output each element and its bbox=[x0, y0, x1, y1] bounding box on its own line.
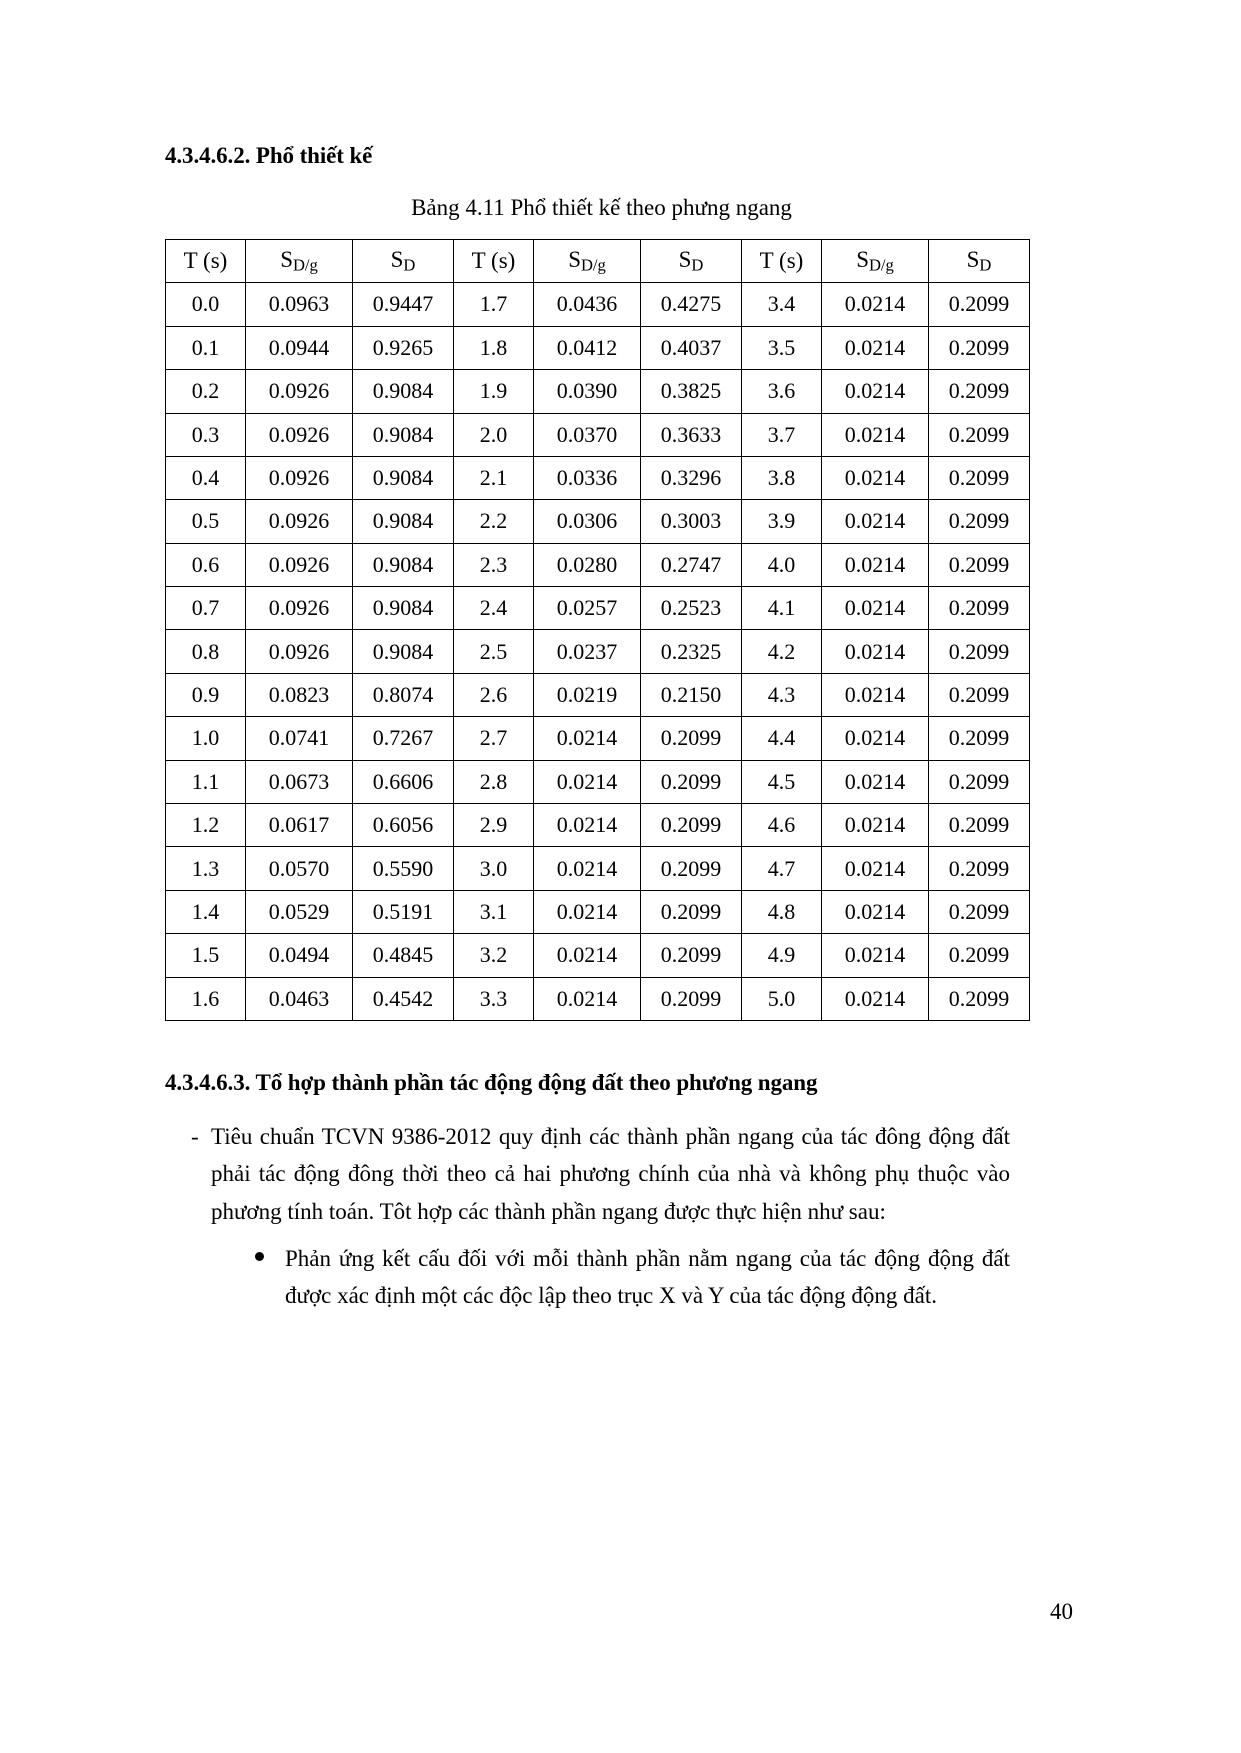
cell-t-2: 3.0 bbox=[454, 847, 534, 890]
cell-sd-2: 0.2099 bbox=[641, 847, 742, 890]
cell-sdg-2: 0.0214 bbox=[534, 760, 641, 803]
cell-sdg-2: 0.0336 bbox=[534, 456, 641, 499]
cell-t-1: 0.1 bbox=[166, 326, 246, 369]
cell-t-1: 0.5 bbox=[166, 500, 246, 543]
cell-t-3: 4.7 bbox=[742, 847, 822, 890]
cell-t-1: 0.0 bbox=[166, 283, 246, 326]
table-body bbox=[166, 283, 1030, 1021]
cell-sdg-1: 0.0741 bbox=[246, 717, 353, 760]
cell-sdg-3: 0.0214 bbox=[822, 630, 929, 673]
cell-t-1: 0.3 bbox=[166, 413, 246, 456]
cell-t-3: 4.3 bbox=[742, 673, 822, 716]
cell-t-2: 2.7 bbox=[454, 717, 534, 760]
table-row bbox=[166, 370, 1030, 413]
cell-sd-3: 0.2099 bbox=[929, 804, 1030, 847]
cell-sd-3: 0.2099 bbox=[929, 456, 1030, 499]
cell-sd-1: 0.7267 bbox=[353, 717, 454, 760]
cell-sdg-1: 0.0823 bbox=[246, 673, 353, 716]
cell-t-3: 4.4 bbox=[742, 717, 822, 760]
section-heading-4-3-4-6-3: 4.3.4.6.3. Tổ hợp thành phần tác động động đất theo phương ngang bbox=[165, 1069, 818, 1095]
cell-t-1: 1.3 bbox=[166, 847, 246, 890]
cell-sd-3: 0.2099 bbox=[929, 847, 1030, 890]
cell-sd-3: 0.2099 bbox=[929, 500, 1030, 543]
cell-sdg-3: 0.0214 bbox=[822, 543, 929, 586]
table-header bbox=[166, 239, 1030, 282]
cell-t-2: 2.3 bbox=[454, 543, 534, 586]
cell-sd-3: 0.2099 bbox=[929, 283, 1030, 326]
table-row bbox=[166, 804, 1030, 847]
table-row bbox=[166, 413, 1030, 456]
cell-sdg-2: 0.0280 bbox=[534, 543, 641, 586]
cell-sd-2: 0.2099 bbox=[641, 717, 742, 760]
cell-sdg-3: 0.0214 bbox=[822, 587, 929, 630]
table-row bbox=[166, 500, 1030, 543]
cell-t-2: 3.1 bbox=[454, 890, 534, 933]
cell-t-1: 0.4 bbox=[166, 456, 246, 499]
cell-sdg-3: 0.0214 bbox=[822, 977, 929, 1020]
cell-sdg-2: 0.0214 bbox=[534, 717, 641, 760]
table-row bbox=[166, 760, 1030, 803]
table-row bbox=[166, 587, 1030, 630]
cell-t-3: 4.6 bbox=[742, 804, 822, 847]
cell-t-1: 1.4 bbox=[166, 890, 246, 933]
cell-sdg-3: 0.0214 bbox=[822, 717, 929, 760]
cell-sd-1: 0.9084 bbox=[353, 370, 454, 413]
cell-sd-1: 0.9084 bbox=[353, 413, 454, 456]
cell-sd-1: 0.6056 bbox=[353, 804, 454, 847]
cell-t-3: 5.0 bbox=[742, 977, 822, 1020]
col-header-sd-1: $S_D$ bbox=[353, 239, 454, 282]
table-row bbox=[166, 673, 1030, 716]
cell-sd-3: 0.2099 bbox=[929, 934, 1030, 977]
cell-sd-1: 0.4845 bbox=[353, 934, 454, 977]
cell-t-2: 3.2 bbox=[454, 934, 534, 977]
cell-sd-2: 0.3825 bbox=[641, 370, 742, 413]
bullet-paragraph-text: Phản ứng kết cấu đối với mỗi thành phần nằm ngang của tác động động đất được xác định một các độc lập theo trục X và Y của tác động động đất. bbox=[285, 1245, 1010, 1309]
table-row bbox=[166, 977, 1030, 1020]
cell-sdg-1: 0.0944 bbox=[246, 326, 353, 369]
cell-sdg-2: 0.0214 bbox=[534, 890, 641, 933]
cell-sd-2: 0.2325 bbox=[641, 630, 742, 673]
cell-t-3: 3.9 bbox=[742, 500, 822, 543]
cell-sdg-2: 0.0237 bbox=[534, 630, 641, 673]
cell-t-3: 4.9 bbox=[742, 934, 822, 977]
cell-sdg-1: 0.0926 bbox=[246, 370, 353, 413]
cell-sdg-1: 0.0926 bbox=[246, 500, 353, 543]
cell-sdg-3: 0.0214 bbox=[822, 456, 929, 499]
cell-t-3: 3.8 bbox=[742, 456, 822, 499]
cell-t-2: 3.3 bbox=[454, 977, 534, 1020]
cell-t-1: 1.6 bbox=[166, 977, 246, 1020]
cell-sd-2: 0.4275 bbox=[641, 283, 742, 326]
cell-sdg-1: 0.0463 bbox=[246, 977, 353, 1020]
section-2-block bbox=[165, 1067, 1010, 1314]
table-row bbox=[166, 630, 1030, 673]
table-row bbox=[166, 283, 1030, 326]
cell-sd-1: 0.9265 bbox=[353, 326, 454, 369]
cell-sd-1: 0.4542 bbox=[353, 977, 454, 1020]
table-row bbox=[166, 934, 1030, 977]
cell-t-2: 2.8 bbox=[454, 760, 534, 803]
bullet-dot-icon bbox=[255, 1252, 264, 1261]
page-content bbox=[165, 140, 1010, 1314]
cell-sd-2: 0.4037 bbox=[641, 326, 742, 369]
cell-sdg-3: 0.0214 bbox=[822, 413, 929, 456]
cell-sdg-2: 0.0306 bbox=[534, 500, 641, 543]
cell-t-1: 1.5 bbox=[166, 934, 246, 977]
table-caption: Bảng 4.11 Phổ thiết kế theo phưng ngang bbox=[411, 195, 792, 221]
cell-sd-2: 0.2099 bbox=[641, 760, 742, 803]
col-header-t-1: T (s) bbox=[166, 239, 246, 282]
cell-t-2: 2.0 bbox=[454, 413, 534, 456]
cell-sdg-2: 0.0257 bbox=[534, 587, 641, 630]
cell-sdg-3: 0.0214 bbox=[822, 847, 929, 890]
table-row bbox=[166, 890, 1030, 933]
cell-t-3: 4.5 bbox=[742, 760, 822, 803]
col-header-sdg-1: $S_{D/g}$ bbox=[246, 239, 353, 282]
design-spectrum-table bbox=[165, 239, 1030, 1021]
cell-t-2: 1.7 bbox=[454, 283, 534, 326]
cell-sdg-3: 0.0214 bbox=[822, 673, 929, 716]
cell-sd-1: 0.9084 bbox=[353, 543, 454, 586]
section-heading-4-3-4-6-2: 4.3.4.6.2. Phổ thiết kế bbox=[165, 143, 373, 168]
table-row bbox=[166, 847, 1030, 890]
cell-sdg-2: 0.0412 bbox=[534, 326, 641, 369]
col-header-t-3: T (s) bbox=[742, 239, 822, 282]
cell-sd-2: 0.2523 bbox=[641, 587, 742, 630]
cell-t-2: 2.1 bbox=[454, 456, 534, 499]
cell-sdg-2: 0.0219 bbox=[534, 673, 641, 716]
table-row bbox=[166, 717, 1030, 760]
dash-marker: - bbox=[191, 1124, 199, 1150]
cell-sd-3: 0.2099 bbox=[929, 673, 1030, 716]
cell-sd-3: 0.2099 bbox=[929, 370, 1030, 413]
cell-t-2: 2.5 bbox=[454, 630, 534, 673]
cell-t-1: 0.2 bbox=[166, 370, 246, 413]
cell-t-1: 1.2 bbox=[166, 804, 246, 847]
cell-sdg-1: 0.0617 bbox=[246, 804, 353, 847]
cell-sdg-2: 0.0214 bbox=[534, 847, 641, 890]
cell-sd-3: 0.2099 bbox=[929, 413, 1030, 456]
cell-sd-3: 0.2099 bbox=[929, 717, 1030, 760]
cell-t-2: 2.4 bbox=[454, 587, 534, 630]
cell-t-1: 0.8 bbox=[166, 630, 246, 673]
col-header-sd-2: $S_D$ bbox=[641, 239, 742, 282]
bullet-list-item bbox=[165, 1240, 1010, 1315]
cell-sdg-2: 0.0370 bbox=[534, 413, 641, 456]
cell-t-1: 1.1 bbox=[166, 760, 246, 803]
cell-sdg-2: 0.0436 bbox=[534, 283, 641, 326]
col-header-t-2: T (s) bbox=[454, 239, 534, 282]
cell-t-2: 1.8 bbox=[454, 326, 534, 369]
cell-sdg-1: 0.0963 bbox=[246, 283, 353, 326]
cell-sd-2: 0.2747 bbox=[641, 543, 742, 586]
cell-sdg-2: 0.0214 bbox=[534, 934, 641, 977]
col-header-sdg-2: $S_{D/g}$ bbox=[534, 239, 641, 282]
table-row bbox=[166, 326, 1030, 369]
cell-t-3: 4.8 bbox=[742, 890, 822, 933]
cell-sdg-3: 0.0214 bbox=[822, 500, 929, 543]
cell-sd-1: 0.9447 bbox=[353, 283, 454, 326]
cell-t-3: 3.5 bbox=[742, 326, 822, 369]
cell-sd-2: 0.3003 bbox=[641, 500, 742, 543]
cell-t-1: 0.9 bbox=[166, 673, 246, 716]
cell-sdg-1: 0.0926 bbox=[246, 587, 353, 630]
cell-sd-1: 0.9084 bbox=[353, 630, 454, 673]
cell-t-3: 4.0 bbox=[742, 543, 822, 586]
bullet-marker bbox=[255, 1240, 285, 1315]
table-row bbox=[166, 543, 1030, 586]
cell-sdg-3: 0.0214 bbox=[822, 934, 929, 977]
col-header-sd-3: $S_D$ bbox=[929, 239, 1030, 282]
dash-list-item bbox=[165, 1118, 1010, 1230]
cell-t-1: 0.7 bbox=[166, 587, 246, 630]
cell-t-3: 4.2 bbox=[742, 630, 822, 673]
cell-t-2: 1.9 bbox=[454, 370, 534, 413]
cell-sdg-3: 0.0214 bbox=[822, 760, 929, 803]
col-header-sdg-3: $S_{D/g}$ bbox=[822, 239, 929, 282]
cell-sd-3: 0.2099 bbox=[929, 890, 1030, 933]
cell-t-2: 2.9 bbox=[454, 804, 534, 847]
cell-t-2: 2.2 bbox=[454, 500, 534, 543]
cell-sdg-2: 0.0390 bbox=[534, 370, 641, 413]
cell-sd-1: 0.5590 bbox=[353, 847, 454, 890]
cell-sdg-3: 0.0214 bbox=[822, 804, 929, 847]
cell-sdg-2: 0.0214 bbox=[534, 977, 641, 1020]
cell-t-3: 3.7 bbox=[742, 413, 822, 456]
cell-sd-1: 0.8074 bbox=[353, 673, 454, 716]
cell-sd-3: 0.2099 bbox=[929, 760, 1030, 803]
cell-sd-3: 0.2099 bbox=[929, 587, 1030, 630]
cell-sd-2: 0.2099 bbox=[641, 977, 742, 1020]
cell-sd-2: 0.3296 bbox=[641, 456, 742, 499]
cell-sdg-3: 0.0214 bbox=[822, 283, 929, 326]
table-row bbox=[166, 456, 1030, 499]
cell-t-1: 0.6 bbox=[166, 543, 246, 586]
cell-sd-1: 0.5191 bbox=[353, 890, 454, 933]
cell-sd-1: 0.9084 bbox=[353, 587, 454, 630]
cell-t-2: 2.6 bbox=[454, 673, 534, 716]
cell-sdg-1: 0.0494 bbox=[246, 934, 353, 977]
cell-sdg-1: 0.0926 bbox=[246, 630, 353, 673]
cell-sdg-1: 0.0529 bbox=[246, 890, 353, 933]
cell-sd-2: 0.2150 bbox=[641, 673, 742, 716]
cell-sd-2: 0.3633 bbox=[641, 413, 742, 456]
cell-sdg-1: 0.0926 bbox=[246, 413, 353, 456]
cell-sd-2: 0.2099 bbox=[641, 934, 742, 977]
cell-sdg-1: 0.0926 bbox=[246, 543, 353, 586]
cell-sd-2: 0.2099 bbox=[641, 890, 742, 933]
cell-t-1: 1.0 bbox=[166, 717, 246, 760]
table-header-row bbox=[166, 239, 1030, 282]
cell-sd-3: 0.2099 bbox=[929, 543, 1030, 586]
cell-sd-1: 0.9084 bbox=[353, 456, 454, 499]
cell-sdg-3: 0.0214 bbox=[822, 326, 929, 369]
dash-paragraph-text: Tiêu chuẩn TCVN 9386-2012 quy định các thành phần ngang của tác đông động đất phải tác động đông thời theo cả hai phương chính của nhà và không phụ thuộc vào phương tính toán. Tôt hợp các thành phần ngang được thực hiện như sau: bbox=[211, 1124, 1010, 1224]
cell-sdg-3: 0.0214 bbox=[822, 890, 929, 933]
cell-sdg-3: 0.0214 bbox=[822, 370, 929, 413]
cell-t-3: 3.4 bbox=[742, 283, 822, 326]
cell-sd-1: 0.6606 bbox=[353, 760, 454, 803]
cell-sd-3: 0.2099 bbox=[929, 630, 1030, 673]
cell-t-3: 4.1 bbox=[742, 587, 822, 630]
cell-t-3: 3.6 bbox=[742, 370, 822, 413]
cell-sdg-2: 0.0214 bbox=[534, 804, 641, 847]
page-number: 40 bbox=[1050, 1599, 1073, 1624]
cell-sdg-1: 0.0673 bbox=[246, 760, 353, 803]
cell-sd-3: 0.2099 bbox=[929, 326, 1030, 369]
cell-sd-2: 0.2099 bbox=[641, 804, 742, 847]
cell-sdg-1: 0.0926 bbox=[246, 456, 353, 499]
cell-sd-1: 0.9084 bbox=[353, 500, 454, 543]
cell-sd-3: 0.2099 bbox=[929, 977, 1030, 1020]
cell-sdg-1: 0.0570 bbox=[246, 847, 353, 890]
